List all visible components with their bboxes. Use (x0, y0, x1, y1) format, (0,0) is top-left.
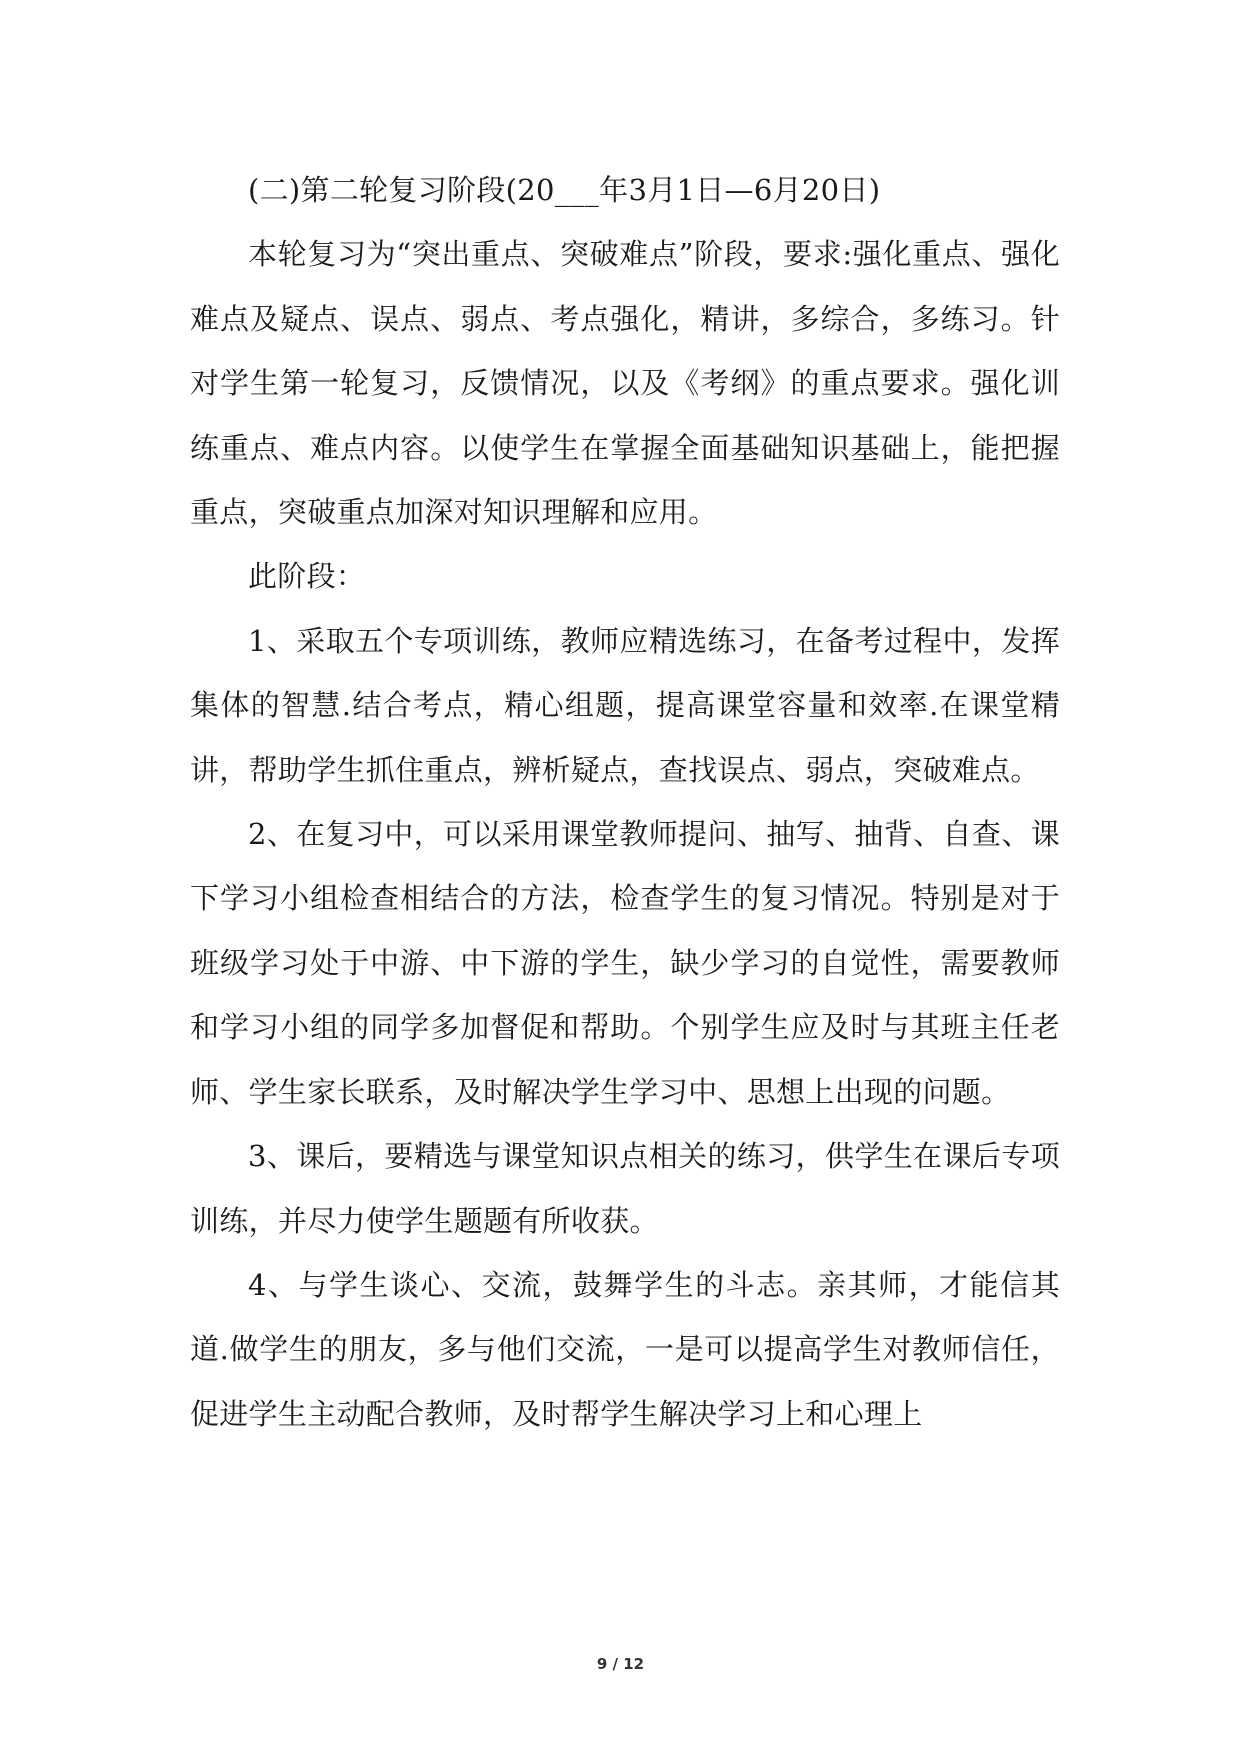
paragraph-intro: 本轮复习为“突出重点、突破难点”阶段，要求:强化重点、强化难点及疑点、误点、弱点、考点强化，精讲，多综合，多练习。针对学生第一轮复习，反馈情况，以及《考纲》的重点要求。强化训练重点、难点内容。以使学生在掌握全面基础知识基础上，能把握重点，突破重点加深对知识理解和应用。 (190, 237, 1060, 530)
page-number: 9 / 12 (596, 1655, 645, 1673)
document-body (190, 158, 1060, 1446)
paragraph-item-4: 4、与学生谈心、交流，鼓舞学生的斗志。亲其师，才能信其道.做学生的朋友，多与他们交流，一是可以提高学生对教师信任，促进学生主动配合教师，及时帮学生解决学习上和心理上 (190, 1267, 1060, 1431)
paragraph-item-1: 1、采取五个专项训练，教师应精选练习，在备考过程中，发挥集体的智慧.结合考点，精心组题，提高课堂容量和效率.在课堂精讲，帮助学生抓住重点，辨析疑点，查找误点、弱点，突破难点。 (190, 623, 1060, 787)
paragraph-stage-label: 此阶段： (248, 559, 366, 594)
section-heading: (二)第二轮复习阶段(20___年3月1日—6月20日) (248, 173, 881, 207)
paragraph-item-3: 3、课后，要精选与课堂知识点相关的练习，供学生在课后专项训练，并尽力使学生题题有所收获。 (190, 1139, 1060, 1238)
paragraph-item-2: 2、在复习中，可以采用课堂教师提问、抽写、抽背、自查、课下学习小组检查相结合的方法，检查学生的复习情况。特别是对于班级学习处于中游、中下游的学生，缺少学习的自觉性，需要教师和学习小组的同学多加督促和帮助。个别学生应及时与其班主任老师、学生家长联系，及时解决学生学习中、思想上出现的问题。 (190, 817, 1060, 1109)
